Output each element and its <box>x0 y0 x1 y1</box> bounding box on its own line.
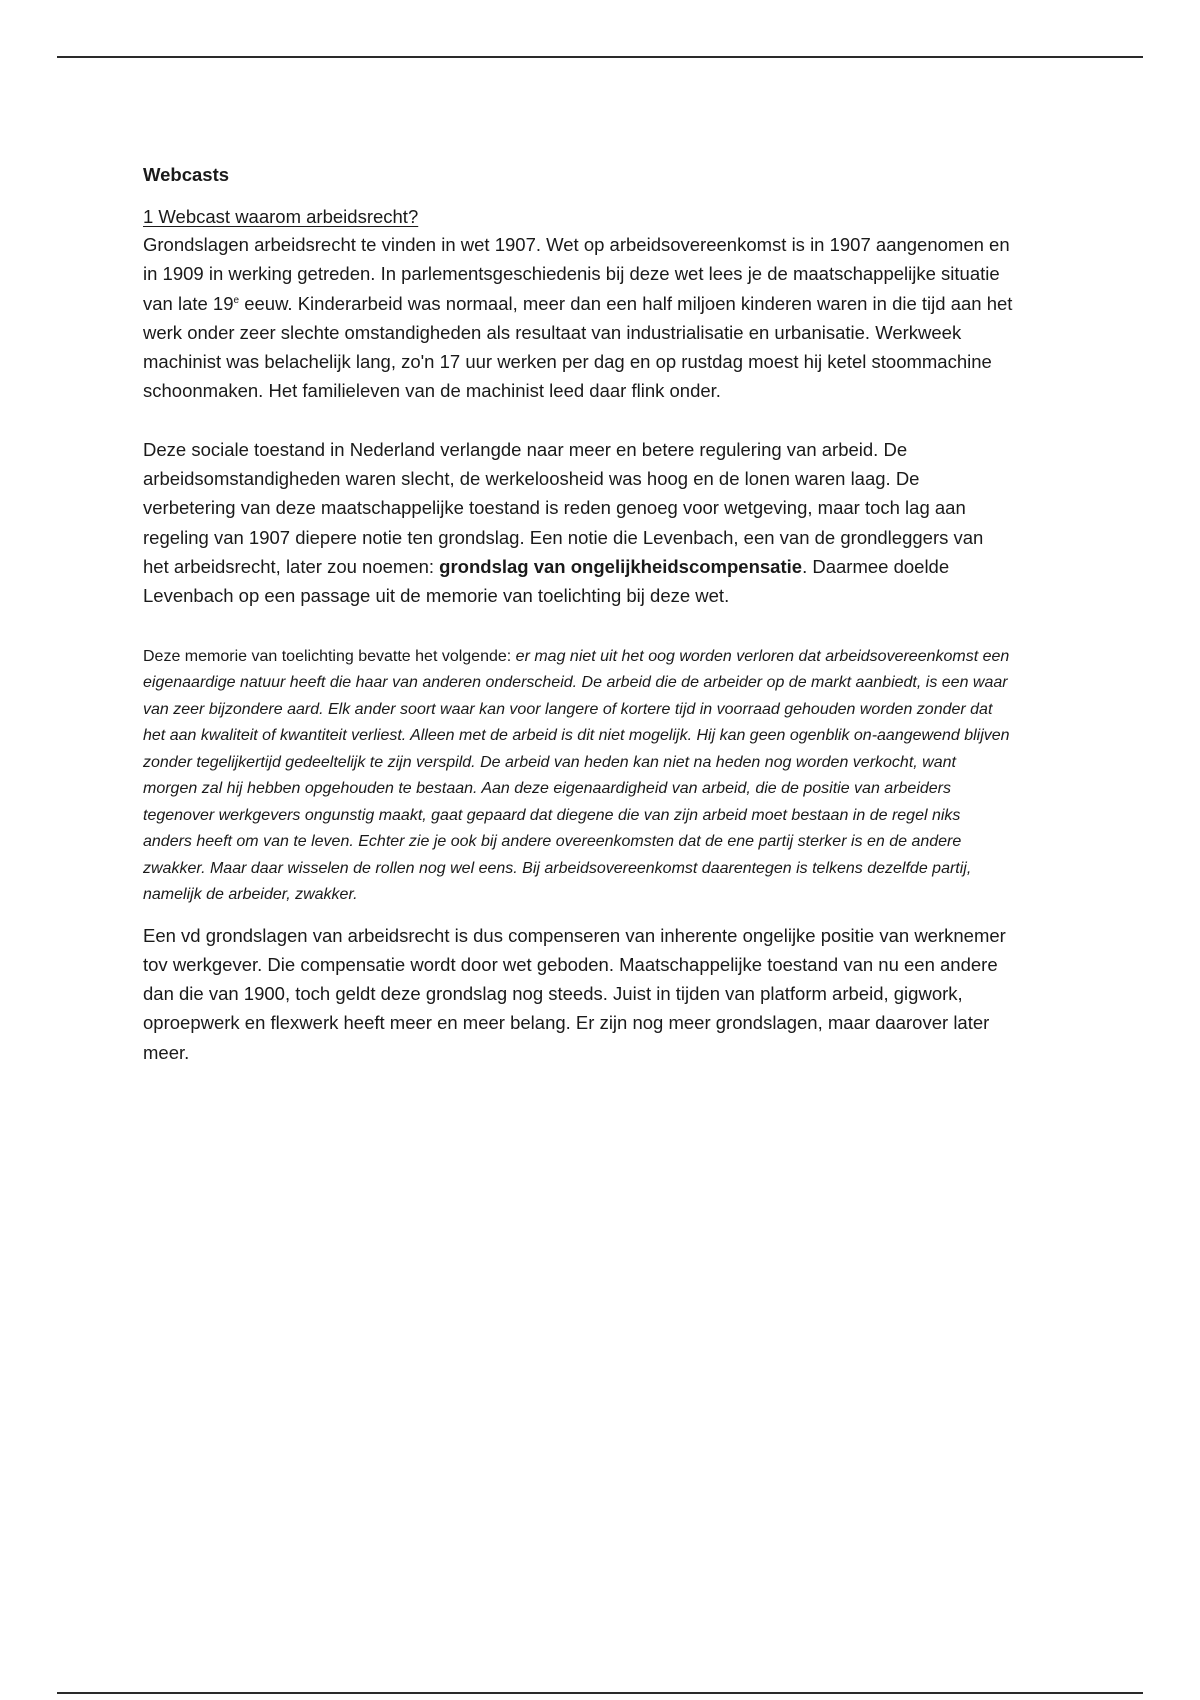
context-paragraph <box>143 435 1013 611</box>
conclusion-paragraph: Een vd grondslagen van arbeidsrecht is dus compenseren van inherente ongelijke positie van werknemer tov werkgever. Die compensatie wordt door wet geboden. Maatschappelijke toestand van nu een andere dan die van 1900, toch geldt deze grondslag nog steeds. Juist in tijden van platform arbeid, gigwork, oproepwerk en flexwerk heeft meer en meer belang. Er zijn nog meer grondslagen, maar daarover later meer. <box>143 924 1006 1063</box>
paragraph-spacer <box>143 406 1013 435</box>
page-title: Webcasts <box>143 164 230 185</box>
intro-paragraph <box>143 230 1013 406</box>
document-body <box>143 162 1013 1067</box>
context-paragraph-text-cont: . Daarmee doelde Levenbach op een passage uit de memorie van toelichting bij deze wet. <box>143 555 950 607</box>
memorie-quote: er mag niet uit het oog worden verloren dat arbeidsovereenkomst een eigenaardige natuur heeft die haar van anderen onderscheid. De arbeid die de arbeider op de markt aanbiedt, is een waar van zeer bijzondere aard. Elk ander soort waar kan voor langere of kortere tijd in voorraad gehouden worden zonder dat het aan kwaliteit of kwantiteit verliest. Alleen met de arbeid is dit niet mogelijk. Hij kan geen ogenblik on-aangewend blijven zonder tegelijkertijd gedeeltelijk te zijn verspild. De arbeid van heden kan niet na heden nog worden verkocht, want morgen zal hij hebben opgehouden te bestaan. Aan deze eigenaardigheid van arbeid, die de positie van arbeiders tegenover werkgevers ongunstig maakt, gaat gepaard dat diegene die van zijn arbeid moet bestaan in de regel niks anders heeft om van te leven. Echter zie je ook bij andere overeenkomsten dat de ene partij sterker is en de andere zwakker. Maar daar wisselen de rollen nog wel eens. Bij arbeidsovereenkomst daarentegen is telkens dezelfde partij, namelijk de arbeider, zwakker. <box>143 647 1010 904</box>
intro-paragraph-text-cont: eeuw. Kinderarbeid was normaal, meer dan een half miljoen kinderen waren in die tijd aan het werk onder zeer slechte omstandigheden als resultaat van industrialisatie en urbanisatie. Werkweek machinist was belachelijk lang, zo'n 17 uur werken per dag en op rustdag moest hij ketel stoommachine schoonmaken. Het familieleven van de machinist leed daar flink onder. <box>143 292 1013 402</box>
footer-rule <box>57 1692 1143 1694</box>
memorie-quote-paragraph <box>143 644 1013 909</box>
key-concept-bold: grondslag van ongelijkheidscompensatie <box>439 555 803 577</box>
context-paragraph-text: Deze sociale toestand in Nederland verlangde naar meer en betere regulering van arbeid. De arbeidsomstandigheden waren slecht, de werkeloosheid was hoog en de lonen waren laag. De verbetering van deze maatschappelijke toestand is reden genoeg voor wetgeving, maar toch lag aan regeling van 1907 diepere notie ten grondslag. Een notie die Levenbach, een van de grondleggers van het arbeidsrecht, later zou noemen: <box>143 438 984 577</box>
header-rule <box>57 56 1143 58</box>
century-superscript: e <box>233 294 240 306</box>
memorie-intro: Deze memorie van toelichting bevatte het volgende: <box>143 647 516 665</box>
section-heading: 1 Webcast waarom arbeidsrecht? <box>143 206 419 227</box>
intro-paragraph-text: Grondslagen arbeidsrecht te vinden in wet 1907. Wet op arbeidsovereenkomst is in 1907 aangenomen en in 1909 in werking getreden. In parlementsgeschiedenis bij deze wet lees je de maatschappelijke situatie van late 19 <box>143 234 1010 314</box>
